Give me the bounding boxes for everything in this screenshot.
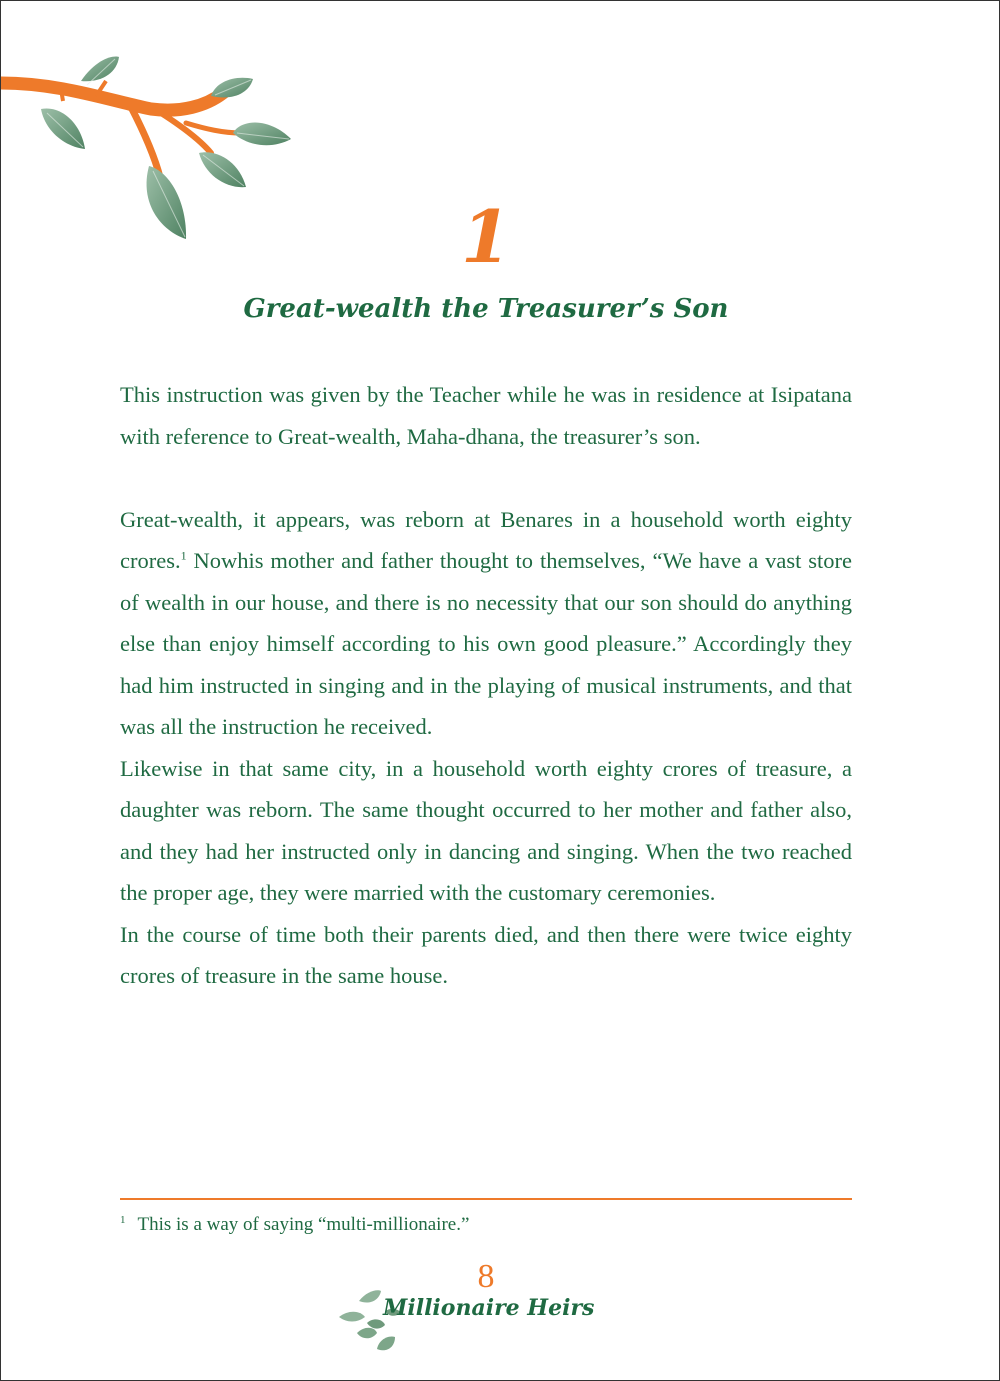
page-number: 8 <box>477 1258 495 1295</box>
paragraph-4: In the course of time both their parents died, and then there were twice eighty crores of treasure in the same house. <box>120 921 852 988</box>
body-text <box>120 374 852 997</box>
book-title: Millionaire Heirs <box>383 1295 595 1321</box>
paragraph-1: This instruction was given by the Teacher while he was in residence at Isipatana with reference to Great-wealth, Maha-dhana, the treasurer’s son. <box>120 382 852 449</box>
chapter-title: Great-wealth the Treasurer’s Son <box>243 294 729 324</box>
paragraph-2 <box>120 499 852 748</box>
paragraph-2-part-1: Great-wealth, it appears, was reborn at Benares in a household worth eighty crores. <box>120 506 852 573</box>
footnote-reference[interactable]: 1 <box>180 548 187 563</box>
paragraph-2-part-2: Nowhis mother and father thought to themselves, “We have a vast store of wealth in our house, and there is no necessity that our son should do anything else than enjoy himself according to his own good pleasure.” Accordingly they had him instructed in singing and in the playing of musical instruments, and that was all the instruction he received. <box>120 548 852 739</box>
paragraph-3: Likewise in that same city, in a household worth eighty crores of treasure, a daughter was reborn. The same thought occurred to her mother and father also, and they had her instructed only in dancing and singing. When the two reached the proper age, they were married with the customary ceremonies. <box>120 755 852 905</box>
footnote-mark: 1 <box>120 1213 126 1226</box>
footnote-text: This is a way of saying “multi-millionaire.” <box>137 1214 470 1235</box>
footnote <box>120 1211 852 1239</box>
footnote-divider <box>120 1198 852 1200</box>
chapter-number: 1 <box>460 194 512 279</box>
